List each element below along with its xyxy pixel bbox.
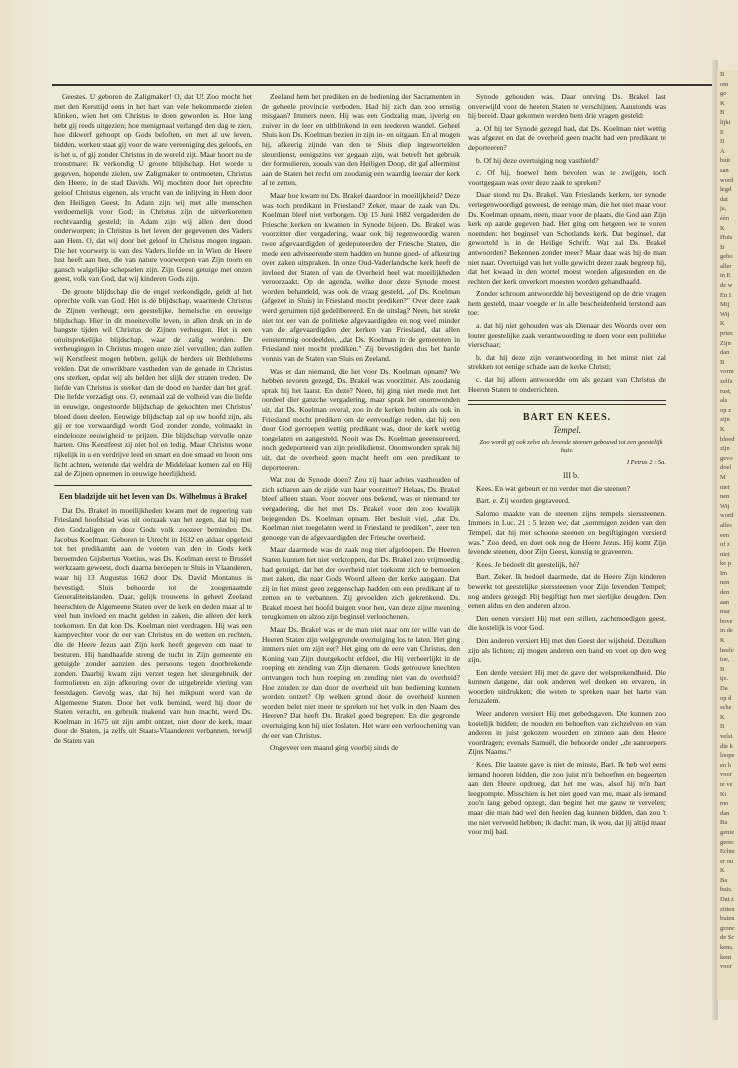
edge-fragment: er ou [720, 857, 734, 865]
dialogue-line: Bart. e. Zij worden gegraveerd. [476, 496, 570, 506]
edge-fragment: genie [720, 828, 735, 836]
dialogue-line: Kees. En wat gebeurt er nu verder met die steenen? [476, 483, 631, 493]
adjacent-page-edge [716, 70, 738, 1000]
paragraph: c. dat hij alleen antwoordde om als gezant van Christus de Heeren Staten te onderrichten. [468, 375, 666, 394]
edge-fragment: dat [720, 195, 728, 203]
edge-fragment: word [720, 176, 734, 184]
edge-fragment: gevo [720, 454, 733, 462]
edge-fragment: mo [720, 800, 729, 808]
edge-fragment: K [720, 224, 725, 232]
edge-fragment: om [720, 80, 729, 88]
edge-fragment: velst [720, 732, 733, 740]
paragraph: De groote blijdschap die de engel verkondigde, geldt al het oprechte volk van God. Het is de blijdschap, waarmede Christus de Zijnen verheugt; een geestelijke, hemelsche en eeuwige blijdschap. Hier in dit moeitevolle leven, in allen druk en in de bangste tijden wil Christus de Zijnen verheugen. Het is een onuitsprekelijke blijdschap, waar de zalig worden. De verheugingen in Christus mogen onze ziel vervullen; dan zullen wij Kerstfeest mogen hebben, gelijk de herders uit Bethlehems velden. Dat de onwrikbare vastheden van de genade in Christus ons sterken, opdat wij als helden het slijk der straten treden. De liefde van Christus is sterker dan de dood en harder dan het graf. Die liefde verzadigt ons. O, eenmaal zal de volheid van die liefde in eeuwige, ongestoorde blijdschap de gekochten met Christus' bloed doen deelen. Eeuwige blijdschap zal op uw hoofd zijn, als gij er toe verwaardigd wordt God zonder zonde, volmaakt in eindelooze eeuwigheid te prijzen. Die blijdschap vervulle onze harten. Ons Kerstfeest zij niet hol en ledig. Maar Christus wone rijkelijk in u en verdrijve leed en smart en doe smaad en hoon ons licht achten, wetende dat weldra de Middelaar komen zal en Hij zal de Zijnen opnemen in eeuwige heerlijkheid. [54, 286, 252, 479]
edge-fragment: een [720, 531, 730, 539]
section-divider [54, 485, 252, 486]
paragraph: Ongeveer een maand ging voorbij sinds de [270, 743, 399, 753]
edge-fragment: K [720, 320, 725, 328]
dialogue-line: Salomo maakte van de steenen zijns tempels sierssteenen. Immers in Luc. 21 : 5 lezen we, dat „sommigen zeiden van den Tempel, dat hij met schoone steenen en begiftigingen versierd was." Zoo deed, en doet ook nog de Heere Jezus. Hij komt Zijn levende steenen, door Zijn Geest, kunstig te graveeren. [468, 508, 666, 557]
edge-fragment: zitten [720, 905, 735, 913]
edge-fragment: voor [720, 963, 732, 971]
edge-fragment: K [720, 99, 725, 107]
edge-fragment: legd [720, 186, 732, 194]
edge-fragment: Echte [720, 848, 735, 856]
edge-fragment: zelfs [720, 378, 733, 385]
paragraph: Daar stond nu Ds. Brakel. Van Frieslands kerken, ter synode vertegenwoordigd geweest, de eenige man, die het niet maar voor Ds. Koelman opnam, neen, maar voor de plaats, die God aan Zijn kerk op aarde gegeven had. Het ging om hetgeen we te voren noemden: het beginsel van Schotlands kerk. Dat beginsel, dat geworteld is in de Heilige Schrift. Wat zal Ds. Brakel antwoorden? Bekennen zonder meer? Maar daar was hij de man niet naar. Overtuigd van het volle gewicht dezer zaak begreep hij, dat het kwaad in den wortel moest worden afgesneden en de rechten der kerk onverkort moesten worden gehandhaafd. [468, 190, 666, 286]
dialogue-line: Kees. Je bedoelt dit geestelijk, hè? [476, 559, 580, 569]
header-rule [52, 84, 712, 86]
column-2 [262, 92, 460, 1052]
edge-fragment: nen [720, 579, 730, 587]
edge-fragment: rust, [720, 387, 732, 395]
edge-fragment: M [720, 473, 726, 481]
edge-fragment: pries [720, 330, 733, 338]
edge-fragment: bove [720, 617, 733, 625]
edge-fragment: kent [720, 953, 732, 961]
edge-fragment: E [720, 128, 724, 136]
part-number: III b. [563, 471, 579, 480]
edge-fragment: loope [720, 752, 735, 760]
edge-fragment: aan [720, 598, 730, 606]
edge-fragment: ja, [720, 205, 727, 213]
edge-fragment: niet [720, 483, 730, 491]
edge-fragment: dan [720, 809, 730, 817]
column-3 [468, 92, 666, 1052]
edge-fragment: buit [720, 157, 731, 165]
edge-fragment: den [720, 589, 730, 597]
edge-fragment: ge [720, 90, 727, 98]
edge-fragment: de Sc [720, 934, 735, 942]
edge-fragment: toe, [720, 656, 730, 664]
edge-fragment: B [720, 109, 725, 117]
edge-fragment: lijkt [720, 118, 731, 126]
edge-fragment: K [720, 637, 725, 645]
edge-fragment: aller [720, 262, 732, 270]
paragraph: b. dat hij deze zijn verantwoording in het minst niet zal strekken tot eenige schade aan de kerke Christi; [468, 352, 666, 372]
edge-fragment: gebo [720, 253, 733, 261]
paragraph: Zonder schroom antwoordde hij bevestigend op de drie vragen hem gesteld, maar voegde er in alle bescheidenheid terstond aan toe: [468, 289, 666, 318]
edge-fragment: Ki [720, 790, 727, 798]
dialogue-line: Weer anderen versiert Hij met gebedsgaven. Die kunnen zoo kostelijk bidden; de nooden en behoeften van zichzelven en van anderen in juist gekozen woorden en zinnen aan den Heere voordragen; evenals Samuël, die behoorde onder „de aanroepers Zijns Naams." [468, 709, 666, 757]
paragraph: Zeeland hem het prediken en de bediening der Sacramenten in de geheele provincie verboden. Had hij zich dan zoo ernstig misgaan? Immers neen. Hij was een Godzalig man, ijverig en zuiver in de leer en uitblinkend in een teederen wandel. Geheel Sluis kon Ds. Koelman bezien in zijn in- en uitgaan. En al mogen hij, afkeerig zijnde van den te Sluis diep ingewortelden sleurdienst, eenigszins ver gegaan zijn, wat betreft het gebruik der formulieren, zooals van den Heiligen Doop, dit gaf allerminst aan de Staten het recht om zoodanig een waardig leeraar der kerk af te zetten. [262, 92, 460, 188]
edge-fragment: de w [720, 282, 733, 290]
edge-fragment: gerec [720, 838, 735, 846]
edge-fragment: dan [720, 349, 730, 357]
paragraph: Wat zou de Synode doen? Zou zij haar advies vasthouden of zich scharen aan de zijde van haar voorzitter? Helaas, Ds. Brakel bleef alleen staan. Voor zoover ons bekend, was er niemand ter vergadering, die het met Ds. Brakel voor den zoo kwalijk bejegenden Ds. Koelman opnam. Het besluit viel, „dat Ds. Koelman niet toegelaten werd in Friesland te prediken", zeer ten genoege van de afgevaardigden der Friesche overheid. [262, 475, 460, 542]
edge-fragment: heele [720, 646, 734, 654]
edge-fragment: wortl [720, 512, 734, 520]
paragraph: Dat Ds. Brakel in moeilijkheden kwam met de regeering van Friesland hoofdstad was uit oorzaak van het zegen, dat hij met den Godzaligen en door Gods volk zoozeer beminden Ds. Jacobus Koelman. Geboren te Utrecht in 1632 en aldaar opgeleid tot het predikambt aan de voeten van den in Gods kerk beroemden Gijsbertus Voetius, was Ds. Koelman eerst te Brussel werkzaam geweest, doch daarna beroepen te Sluis in Vlaanderen, waar hij 13 Augustus 1662 door Ds. David Montanus is bevestigd. Sluis behoorde tot de zoogenaamde Generaliteitslanden. Daar, gelijk trouwens in geheel Zeeland heerschten de Algemeene Staten over de kerk en deden maar al te veel hun invloed en macht gelden in zaken, die alleen der kerk toekomen. En dat kon Ds. Koelman niet verdragen. Hij was een kampvechter voor de eer van Christus en de wetten en rechten, die de Heere Jezus aan Zijn kerk heeft gegeven om naar te besturen. Hij handhaafde streng de tucht in Zijn gemeente en getuigde zonder aanzien des persoons tegen doorbrekende zonden. Daarbij kwam zijn verzet tegen het sleurgebruik der formulieren en zijn afkeuring over de uitgebreide viering van feestdagen. Gevolg was, dat hij het mikpunt werd van de Algemeene Staten. Door het volk bemind, werd hij door de Staten veracht, en gebruik makend van hun macht, werd Ds. Koelman in 1675 uit zijn ambt ontzet, niet door de kerk, maar door de Staten, ja zelfs uit Staats-Vlaanderen verbannen, terwijl de Staten van [54, 505, 252, 745]
edge-fragment: Ba [720, 876, 728, 884]
paragraph: Maar daarmede was de zaak nog niet afgeloopen. De Heeren Staten kunnen het niet verkroppen, dat Ds. Brakel zoo vrijmoedig had getuigd, dat het der overheid niet toekomt zich te bemoeien met zaken, die naar Gods Woord alleen der kerke aangaan. Dat zij in het minst geen zeggenschap hadden om een predikant af te zetten en te verbannen. Zij gevoelden zich gekrenkend. Ds. Brakel moest het hoofd buigen voor hen, van deze zijne meening terugkomen en alzoo zijn beginsel verloochenen. [262, 545, 460, 622]
paragraph: Synode gehouden was. Daar ontving Ds. Brakel last onverwijld voor de heeren Staten te verschijnen. Aanstonds was hij bereid. Daar gekomen werden hem drie vragen gesteld: [468, 92, 666, 121]
edge-fragment: Da [720, 685, 728, 692]
paragraph: Was er dan niemand, die het voor Ds. Koelman opnam? We hebben tevoren gezegd, Ds. Brakel was voorzitter. Als zoodanig sprak hij het laatst. En deze? Neen, hij ging niet mede met het oordeel dier ganzche vergadering, maar sprak het onomwonden uit, dat Ds. Koelman overal, zoo in de kerken buiten als ook in Friesland mocht prediken om de eenvoudige reden, dat hij een door God gerroepen wettig predikant was, door de kerk wettig toegelaten en aangesteld. Nooit was Ds. Koelman geeensureerd, noch gedeporteerd van zijn predikdienst. Onomwonden sprak hij uit, dat de overheid geen macht heeft om een predikant te deporteeren. [262, 366, 460, 472]
edge-fragment: op z [720, 406, 732, 414]
edge-fragment: vorm [720, 368, 734, 376]
edge-fragment: voor [720, 771, 732, 779]
edge-fragment: niet [720, 550, 730, 558]
edge-fragment: zijn [720, 445, 730, 453]
edge-fragment: Huis [720, 234, 733, 242]
article-title: BART EN KEES. [522, 412, 612, 424]
edge-fragment: B [720, 358, 725, 366]
edge-fragment: Mij [720, 301, 730, 309]
edge-fragment: sche [720, 704, 732, 712]
edge-fragment: die k [720, 742, 733, 750]
edge-fragment: alles [720, 521, 732, 529]
edge-fragment: buien [720, 915, 735, 923]
article-divider [468, 400, 666, 405]
dialogue-line: Een derde versiert Hij met de gave der welsprekendheid. Die kunnen datgene, dat ook anderen wel denken en ervaren, in woorden uitdrukken; die weten te spreken naar het harte van Jeruzalem. [468, 667, 666, 706]
edge-fragment: huis. [720, 886, 733, 894]
column-1 [54, 92, 252, 1052]
paragraph: Geestes. U geboren de Zaligmaker! O, dat U! Zoo mocht het met den Kersttijd eens in het hart van vele bekommerde zielen klinken, wien het om Christus te doen geworden is. Hoe lang hebt gij reeds uitgezien; hoe menigmaal verlangd den dag te zien, hoe dikwerf gehoopt op Gods beloften, en met al uw leven, bidden, werken staat gij voor de ware vereeniging des geloofs, en is het u, of gij zonder Christus in de wereld zijt. Maar hoort nu de troostmare: Ik verkondig U groote blijdschap. Het worde u gegeven, hopende zielen, uw Zaligmaker te ontmoeten, Christus den Heere, in de stad Davids. Wij mochten door het oprechte geloof Christus eigenen, als vrucht van de inlijving in Hem door den Heiligen Geest. In Adam zijn wij met alle menschen verdoemelijk voor God; in Christus zijn de uitverkorenen rechtvaardig gesteld; in Adam zijn wij allen den dood onderworpen; in Christus is het leven der gegevenen des Vaders aan Hem. O, dat wij door het geloof in Christus mogen ingaan. Die het voorwerp is van des Vaders liefde en in Wien de Heere lust heeft aan hen, die van nature voorwerpen van Zijn toorn en gansch walgelijke schepselen zijn. Zijn Geest getuige met onzen geest, volk van God, dat wij kinderen Gods zijn. [54, 92, 252, 284]
edge-fragment: K [720, 713, 725, 721]
paragraph: a. Of hij ter Synode gezegd had, dat Ds. Koelman niet wettig was afgezet en dat de overheid geen macht had een predikant te deporteeren? [468, 123, 666, 152]
edge-fragment: gronc [720, 924, 735, 932]
edge-fragment: K [720, 867, 725, 875]
dialogue-line: Den anderen versiert Hij met den Geest der wijsheid. Dezulken zijn als lichten; zij mogen anderen een hand en voet op den weg zijn. [468, 635, 666, 665]
edge-fragment: Dat z [720, 896, 734, 904]
edge-fragment: zijn [720, 416, 730, 424]
edge-fragment: en h [720, 761, 732, 769]
edge-fragment: mar [720, 608, 731, 616]
edge-fragment: A [720, 147, 725, 155]
edge-fragment: als [720, 397, 728, 405]
edge-fragment: op d [720, 694, 732, 702]
edge-fragment: ke p [720, 560, 732, 568]
edge-fragment: En I [720, 291, 732, 299]
edge-fragment: tje. [720, 675, 729, 683]
dialogue-line: Kees. Die laatste gave is niet de minste, Bart. Ik heb wel eens iemand hooren bidden, die zoo juist m'n behoeften en begeerten aan den Heere opdroeg, dat het me was, alsof hij m'n hart leegpompte. Misschien is het niet goed van me, maar als iemand zoo'n lang gebed opzegt, dan begint het me gauw te vervelen; maar die man had wel den heelen dag kunnen bidden, dan zou 't me niet verveeld hebben; ik dacht: man, ik wou, dat jij altijd maar voor mij bad. [468, 760, 666, 837]
paragraph: Maar hoe kwam nu Ds. Brakel daardoor in moeilijkheid? Deze was toch predikant in Friesland? Zeker, maar de zaak van Ds. Koelman bleef niet verborgen. Op 15 Juni 1682 vergaderden de Friesche kerken en kwamen in Synode bijeen. Ds. Brakel was voorzitter dier vergadering, waar ook bij tegenwoordig waren twee afgevaardigden of gedeputeerden der Friesche Staten, die mede een adviseerende stem hadden en hunne goed- of afkeuring over zaken uitspraken. In onze Oud-Vaderlandsche kerk heeft de invloed der Staten of van de Overheid heel wat moeilijkheden veroorzaakt. Op de agenda, welke door deze Synode moest worden behandeld, was ook de vraag gesteld, „of Ds. Koelman (afgezet in Sluis) in Friesland mocht prediken?" Over deze zaak werd geruimen tijd gedelibereerd. En de uitslag? Neen, het strekt niet tot eer van de politieke afgevaardigden en nog veel minder van de afgevaardigden der kerken van Friesland, dat allen eenstemmig oordeelden, „dat Ds. Koelman in de gemeenten in Friesland niet mocht prediken." Zij bevestigden dus het harde vonnis van de Staten van Sluis en Zeeland. [262, 190, 460, 364]
edge-fragment: B [720, 665, 725, 673]
edge-fragment: doel [720, 464, 732, 472]
edge-fragment: B [720, 243, 725, 251]
edge-fragment: II [720, 138, 725, 146]
edge-fragment: nen [720, 493, 730, 501]
paragraph: b. Of hij deze overtuiging nog vasthield? [476, 155, 599, 165]
edge-fragment: Wij [720, 502, 730, 510]
edge-fragment: Zijn [720, 339, 731, 347]
dialogue-line: Den eenen versiert Hij met een stillen, zachtmoedigen geest, die kostelijk is voor God. [468, 613, 666, 633]
scripture-reference: I Petrus 2 : 5a. [626, 459, 666, 467]
edge-fragment: in E [720, 272, 731, 280]
edge-fragment: Wij [720, 310, 730, 318]
section-title: Een bladzijde uit het leven van Ds. Wilhelmus à Brakel [59, 491, 247, 501]
paragraph: Maar Ds. Brakel was er de man niet naar om ter wille van de Heeren Staten zijn welgegronde overtuiging los te laten. Het ging immers niet om zijn eer? Het ging om de eere van Christus, den Koning van Zijn duurgekocht erfdeel, die Hij verheerlijkt in de roeping en zending van Zijn dienaren. Gods getrouwe knechten ontvangen toch hun roeping en zending niet van de overheid? Hoe zouden ze dan door de overheid uit hun bediening kunnen worden ontzet? Op welken grond door de overheid kunnen worden belet niet meer te spreken tot het volk in den Naam des Heeren? Dat heeft Ds. Brakel goed begrepen. En die gegronde overtuiging kon hij niet loslaten. Het ware een verloochening van de eer van Christus. [262, 625, 460, 740]
scripture-quote: Zoo wordt gij ook zelve als levende steenen gebouwd tot een geestelijk huis. [479, 439, 663, 455]
edge-fragment: bloed [720, 435, 735, 443]
paragraph: c. Of hij, hoewel hem bevolen was te zwijgen, toch voortgegaan was over deze zaak te spreken? [468, 168, 666, 187]
article-subtitle: Tempel. [553, 424, 581, 435]
paragraph: a. dat hij niet gehouden was als Dienaar des Woords over een louter geestelijke zaak verantwoording te doen voor een politieke vierschaar; [468, 321, 666, 350]
edge-fragment: san [720, 166, 729, 174]
edge-fragment: te ve [720, 780, 733, 788]
edge-fragment: B [720, 71, 725, 78]
edge-fragment: B [720, 723, 725, 731]
edge-fragment: of z [720, 541, 730, 549]
edge-fragment: Ba [720, 819, 728, 827]
edge-fragment: K [720, 425, 725, 433]
edge-fragment: Im [720, 569, 728, 577]
edge-fragment: kens. [720, 944, 734, 952]
edge-fragment: in de [720, 627, 733, 635]
edge-fragment: één [720, 214, 730, 222]
dialogue-line: Bart. Zeker. Ik bedoel daarmede, dat de Heere Zijn kinderen bewerkt tot geestelijke sierssteenen voor Zijn levenden Tempel; nog anders gezegd: Hij begiftigt hen met sierlijke deugden. Den eenen aldus en den anderen alzoo. [468, 572, 666, 611]
